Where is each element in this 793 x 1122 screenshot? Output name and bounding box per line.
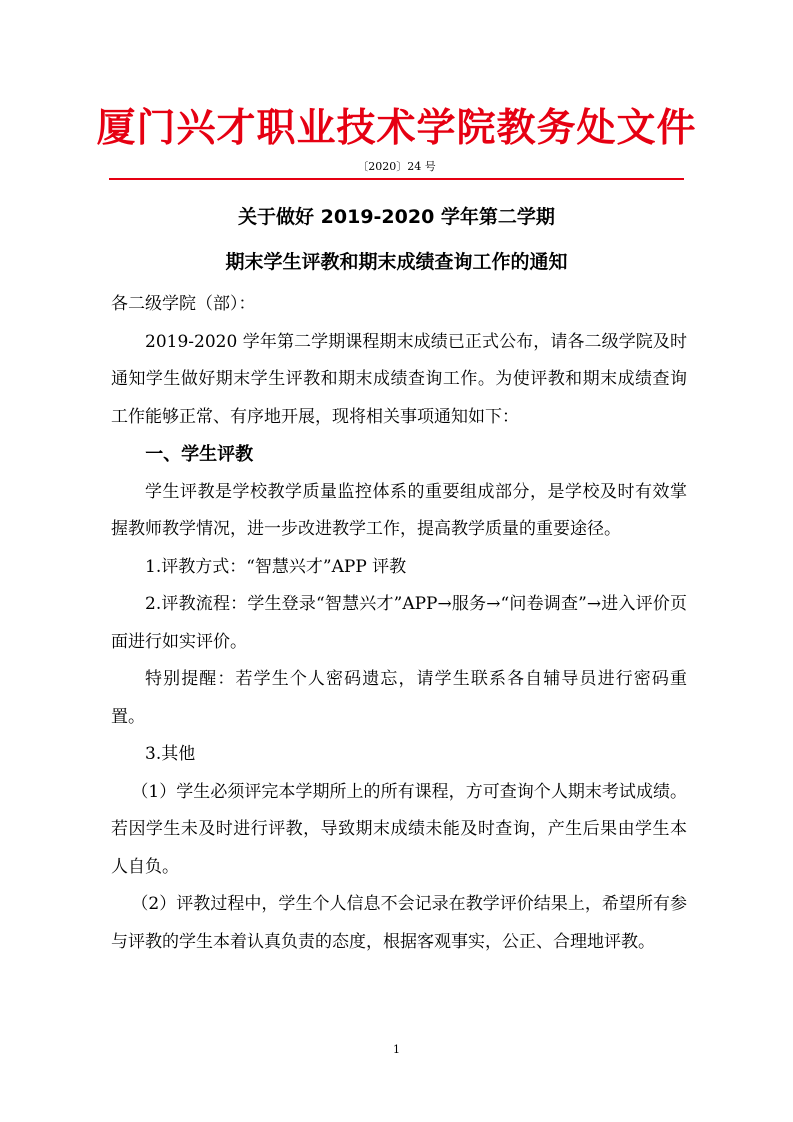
document-body	[111, 286, 687, 961]
header-red-rule	[109, 178, 684, 180]
notice-title-line1: 关于做好 2019-2020 学年第二学期	[238, 206, 555, 228]
section1-intro-paragraph: 学生评教是学校教学质量监控体系的重要组成部分，是学校及时有效掌握教师教学情况，进一步改进教学工作，提高教学质量的重要途径。	[111, 481, 687, 539]
special-reminder: 特别提醒：若学生个人密码遗忘，请学生联系各自辅导员进行密码重置。	[111, 669, 687, 727]
notice-title-line2: 期末学生评教和期末成绩查询工作的通知	[225, 251, 568, 273]
item-evaluation-process: 2.评教流程：学生登录“智慧兴才”APP→服务→“问卷调查”→进入评价页面进行如实评价。	[111, 594, 687, 652]
item-other: 3.其他	[145, 744, 196, 764]
item-other-point2: （2）评教过程中，学生个人信息不会记录在教学评价结果上，希望所有参与评教的学生本着认真负责的态度，根据客观事实，公正、合理地评教。	[111, 894, 687, 952]
intro-paragraph: 2019-2020 学年第二学期课程期末成绩已正式公布，请各二级学院及时通知学生做好期末学生评教和期末成绩查询工作。为使评教和期末成绩查询工作能够正常、有序地开展，现将相关事项通知如下：	[111, 331, 687, 427]
document-number: 〔2020〕24 号	[357, 160, 436, 173]
item-other-point1: （1）学生必须评完本学期所上的所有课程，方可查询个人期末考试成绩。若因学生未及时进行评教，导致期末成绩未能及时查询，产生后果由学生本人自负。	[111, 781, 687, 877]
page-number: 1	[393, 1043, 400, 1056]
item-evaluation-method: 1.评教方式：“智慧兴才”APP 评教	[145, 556, 407, 577]
salutation: 各二级学院（部）：	[111, 294, 256, 314]
document-header-title: 厦门兴才职业技术学院教务处文件	[96, 105, 697, 151]
section-heading-student-evaluation: 一、学生评教	[145, 444, 254, 465]
